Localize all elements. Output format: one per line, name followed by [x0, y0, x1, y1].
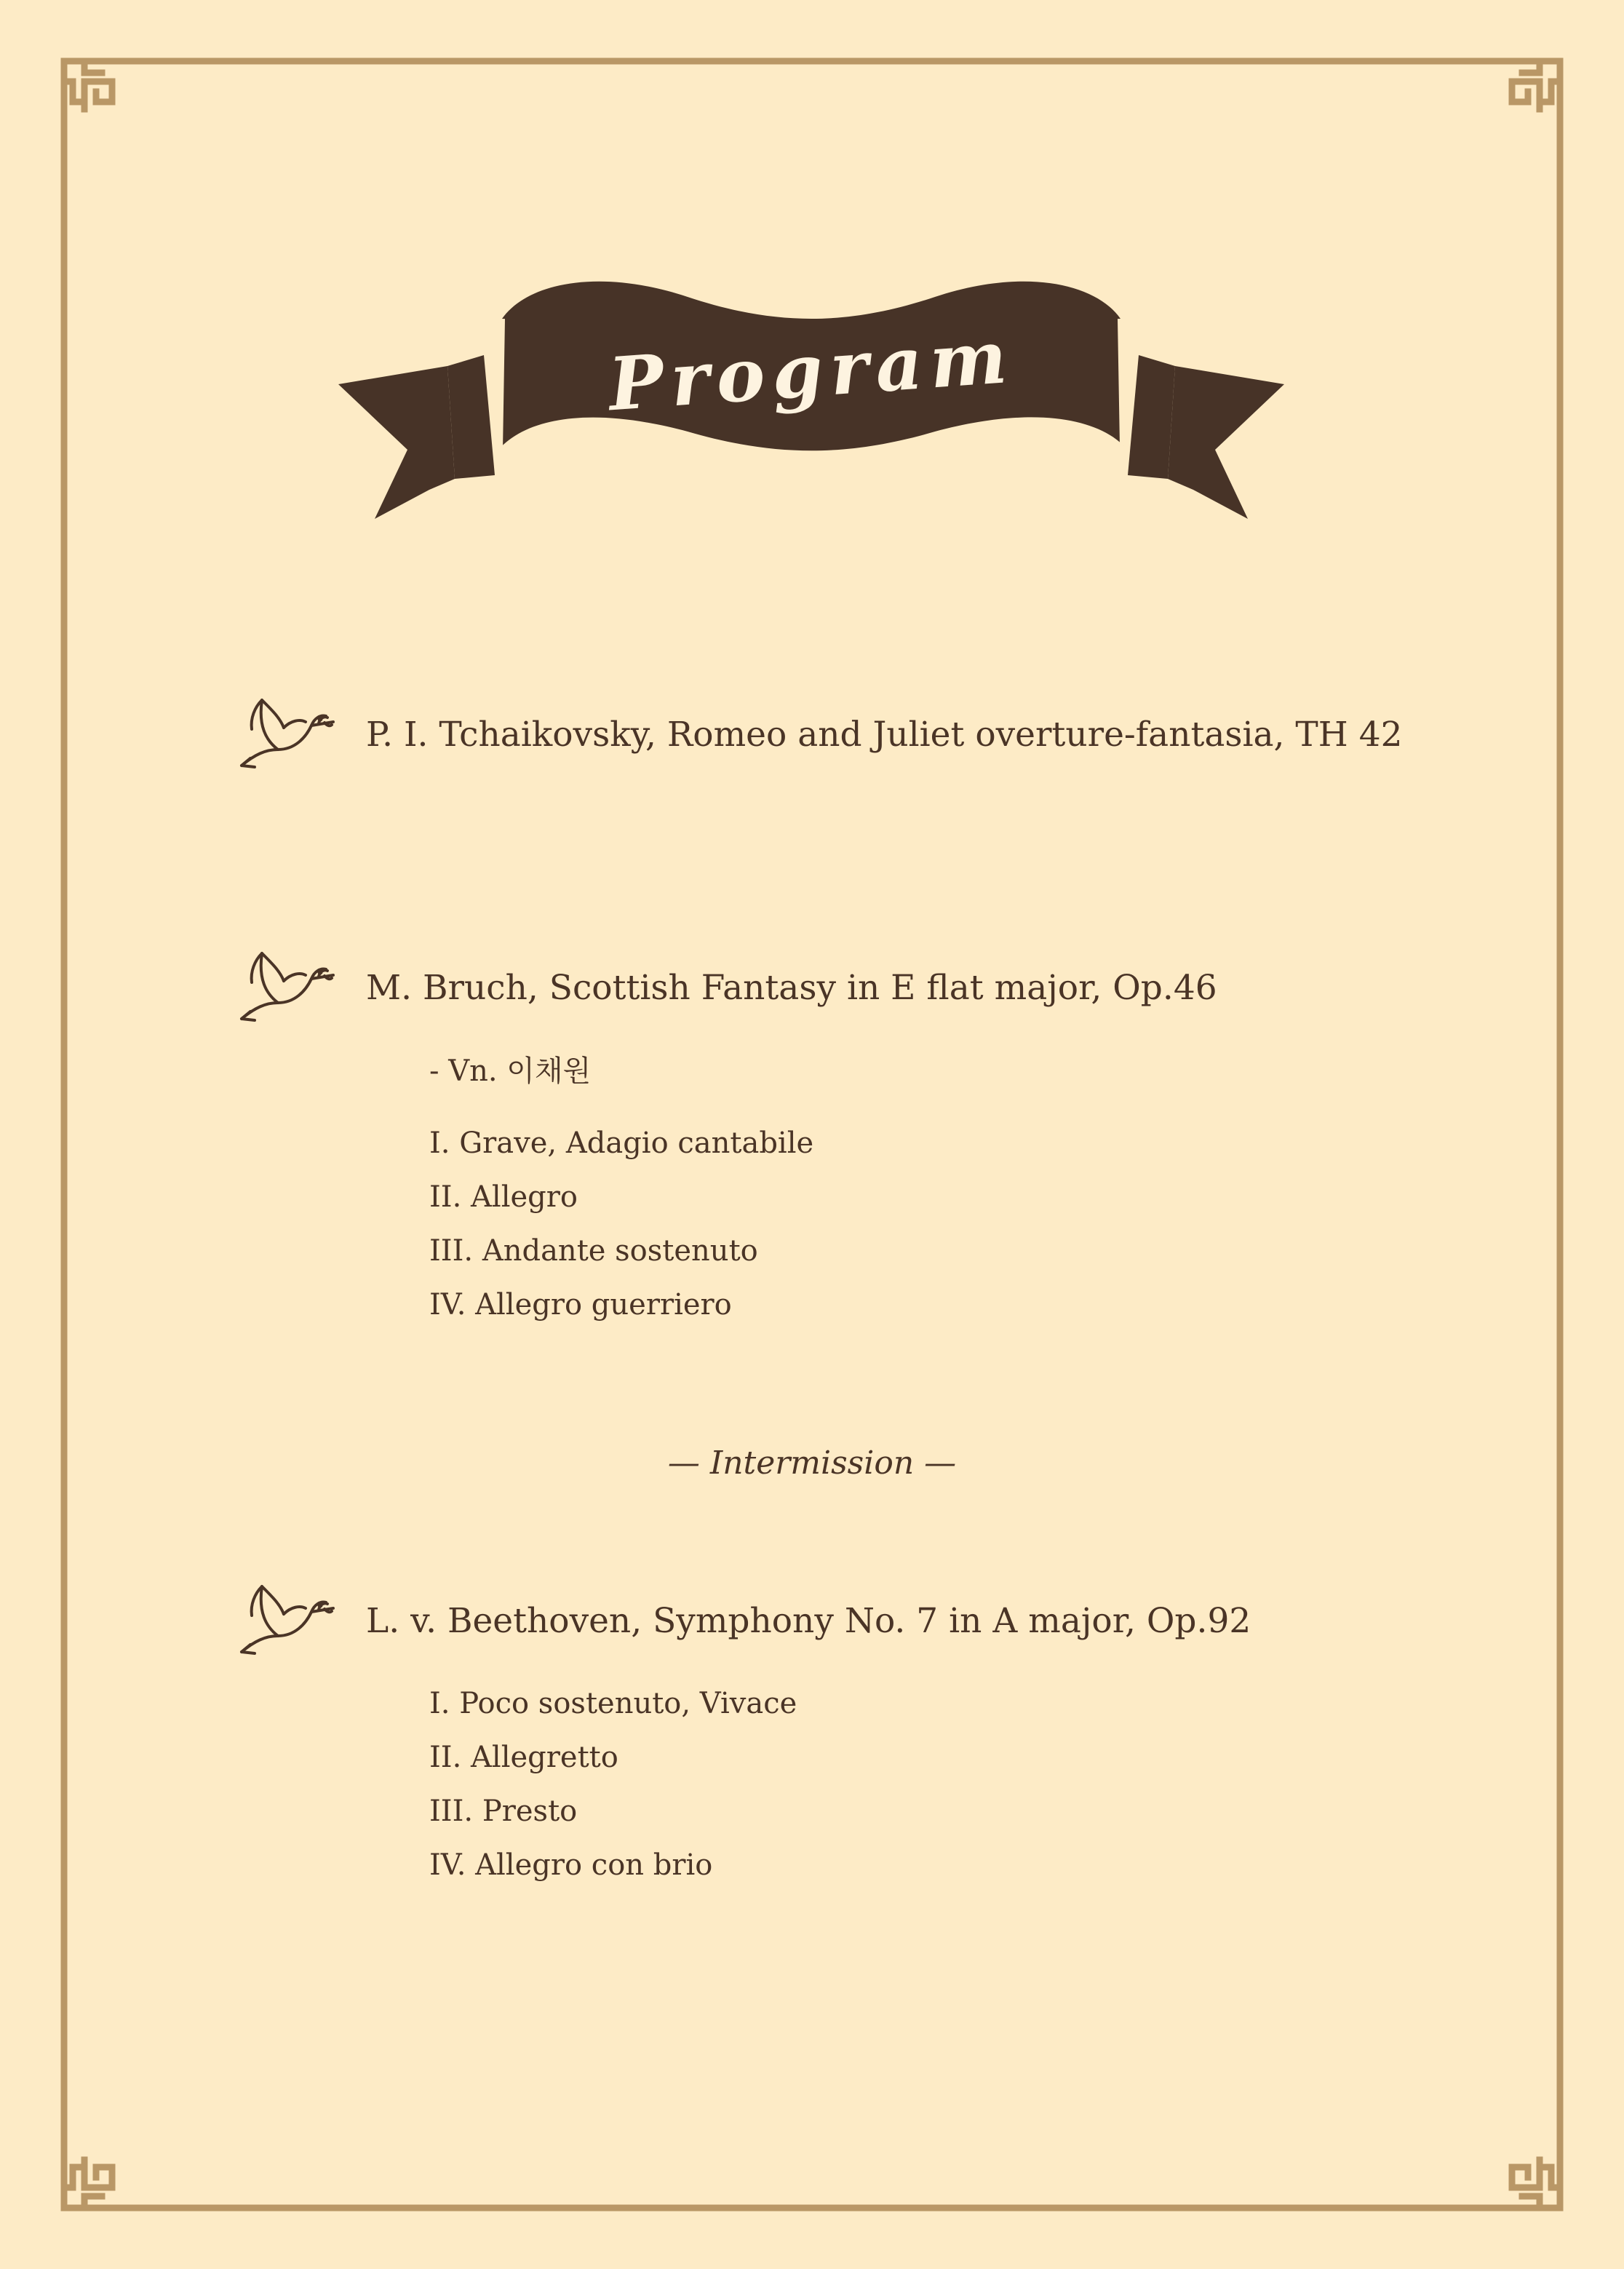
piece-title: M. Bruch, Scottish Fantasy in E flat major, Op.46	[366, 968, 1217, 1008]
movement: II. Allegro	[429, 1180, 578, 1214]
movement: III. Andante sostenuto	[429, 1234, 758, 1268]
movement: IV. Allegro con brio	[429, 1848, 713, 1882]
title-banner	[338, 268, 1284, 522]
dove-icon	[233, 1572, 335, 1659]
soloist: - Vn. 이채원	[429, 1054, 592, 1088]
movement: I. Grave, Adagio cantabile	[429, 1126, 814, 1160]
piece-title: L. v. Beethoven, Symphony No. 7 in A major, Op.92	[366, 1601, 1251, 1641]
movement: III. Presto	[429, 1795, 578, 1828]
dove-icon	[233, 939, 335, 1026]
movement: IV. Allegro guerriero	[429, 1288, 732, 1322]
movement: II. Allegretto	[429, 1741, 618, 1774]
piece-title: P. I. Tchaikovsky, Romeo and Juliet overture-fantasia, TH 42	[366, 715, 1403, 755]
intermission: — Intermission —	[667, 1445, 957, 1482]
page-title: Program	[605, 313, 1017, 428]
dove-icon	[233, 686, 335, 773]
movement: I. Poco sostenuto, Vivace	[429, 1687, 797, 1720]
